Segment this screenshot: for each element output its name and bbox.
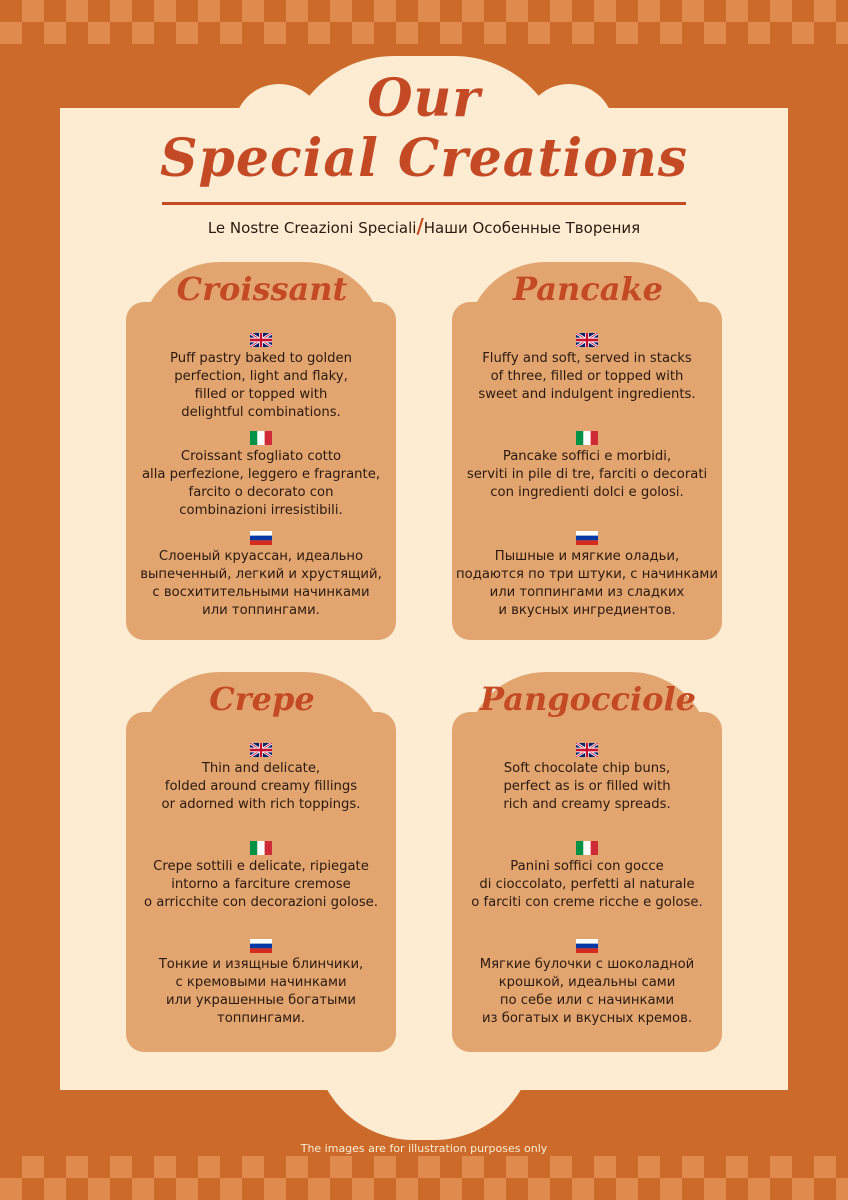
card-crepe-en-block bbox=[126, 742, 396, 814]
card-pancake-description-en: Fluffy and soft, served in stacks of three, filled or topped with sweet and indulgent ingredients. bbox=[478, 351, 696, 402]
italy-flag-icon bbox=[576, 840, 598, 854]
menu-card-pangocciole bbox=[452, 712, 722, 1052]
card-croissant-description-en: Puff pastry baked to golden perfection, light and flaky, filled or topped with delightful combinations. bbox=[170, 351, 352, 420]
card-title-pangocciole: Pangocciole bbox=[480, 680, 696, 718]
card-crepe-description-it: Crepe sottili e delicate, ripiegate intorno a farciture cremose o arricchite con decorazioni golose. bbox=[143, 859, 378, 910]
page-subtitle bbox=[100, 214, 748, 238]
card-croissant-description-it: Croissant sfogliato cotto alla perfezione, leggero e fragrante, farcito o decorato con combinazioni irresistibili. bbox=[141, 449, 381, 518]
uk-flag-icon bbox=[576, 742, 598, 756]
subtitle-italian: Le Nostre Creazioni Speciali bbox=[207, 219, 417, 237]
card-pangocciole-description-ru: Мягкие булочки с шоколадной крошкой, идеальны сами по себе или с начинками из богатых и вкусных кремов. bbox=[479, 957, 695, 1026]
italy-flag-icon bbox=[250, 430, 272, 444]
russia-flag-icon bbox=[576, 530, 598, 544]
card-pancake-description-it: Pancake soffici e morbidi, serviti in pile di tre, farciti o decorati con ingredienti dolci e golosi. bbox=[466, 449, 708, 500]
card-pangocciole-description-it: Panini soffici con gocce di cioccolato, perfetti al naturale o farciti con creme ricche e golose. bbox=[471, 859, 703, 910]
title-divider bbox=[162, 202, 686, 205]
card-pancake-it-block bbox=[452, 430, 722, 502]
card-pangocciole-en-block bbox=[452, 742, 722, 814]
footer-disclaimer: The images are for illustration purposes only bbox=[300, 1142, 548, 1155]
card-croissant-en-block bbox=[126, 332, 396, 422]
page-title-line2: Special Creations bbox=[159, 128, 689, 189]
uk-flag-icon bbox=[250, 742, 272, 756]
russia-flag-icon bbox=[250, 530, 272, 544]
menu-card-pancake bbox=[452, 302, 722, 640]
card-crepe-description-en: Thin and delicate, folded around creamy fillings or adorned with rich toppings. bbox=[161, 761, 361, 812]
panel-bottom-bump bbox=[314, 1040, 534, 1140]
uk-flag-icon bbox=[576, 332, 598, 346]
card-pancake-ru-block bbox=[452, 530, 722, 620]
card-croissant-ru-block bbox=[126, 530, 396, 620]
menu-card-croissant bbox=[126, 302, 396, 640]
card-pangocciole-ru-block bbox=[452, 938, 722, 1028]
card-croissant-description-ru: Слоеный круассан, идеально выпеченный, легкий и хрустящий, с восхитительными начинками или топпингами. bbox=[140, 549, 382, 618]
card-crepe-it-block bbox=[126, 840, 396, 912]
card-croissant-it-block bbox=[126, 430, 396, 520]
checker-band-top bbox=[0, 0, 848, 44]
card-title-crepe: Crepe bbox=[209, 680, 315, 718]
italy-flag-icon bbox=[576, 430, 598, 444]
card-pancake-description-ru: Пышные и мягкие оладьи, подаются по три штуки, с начинками или топпингами из сладких и вкусных ингредиентов. bbox=[456, 549, 718, 618]
card-crepe-description-ru: Тонкие и изящные блинчики, с кремовыми начинками или украшенные богатыми топпингами. bbox=[158, 957, 364, 1026]
card-pancake-en-block bbox=[452, 332, 722, 404]
checker-band-bottom bbox=[0, 1156, 848, 1200]
menu-card-crepe bbox=[126, 712, 396, 1052]
card-crepe-ru-block bbox=[126, 938, 396, 1028]
italy-flag-icon bbox=[250, 840, 272, 854]
subtitle-russian: Наши Особенные Творения bbox=[423, 219, 641, 237]
card-pangocciole-it-block bbox=[452, 840, 722, 912]
page-title-line1: Our bbox=[367, 68, 481, 129]
russia-flag-icon bbox=[250, 938, 272, 952]
subtitle-separator: / bbox=[416, 214, 424, 238]
card-title-pancake: Pancake bbox=[513, 270, 663, 308]
russia-flag-icon bbox=[576, 938, 598, 952]
card-pangocciole-description-en: Soft chocolate chip buns, perfect as is or filled with rich and creamy spreads. bbox=[503, 761, 671, 812]
card-title-croissant: Croissant bbox=[176, 270, 348, 308]
uk-flag-icon bbox=[250, 332, 272, 346]
